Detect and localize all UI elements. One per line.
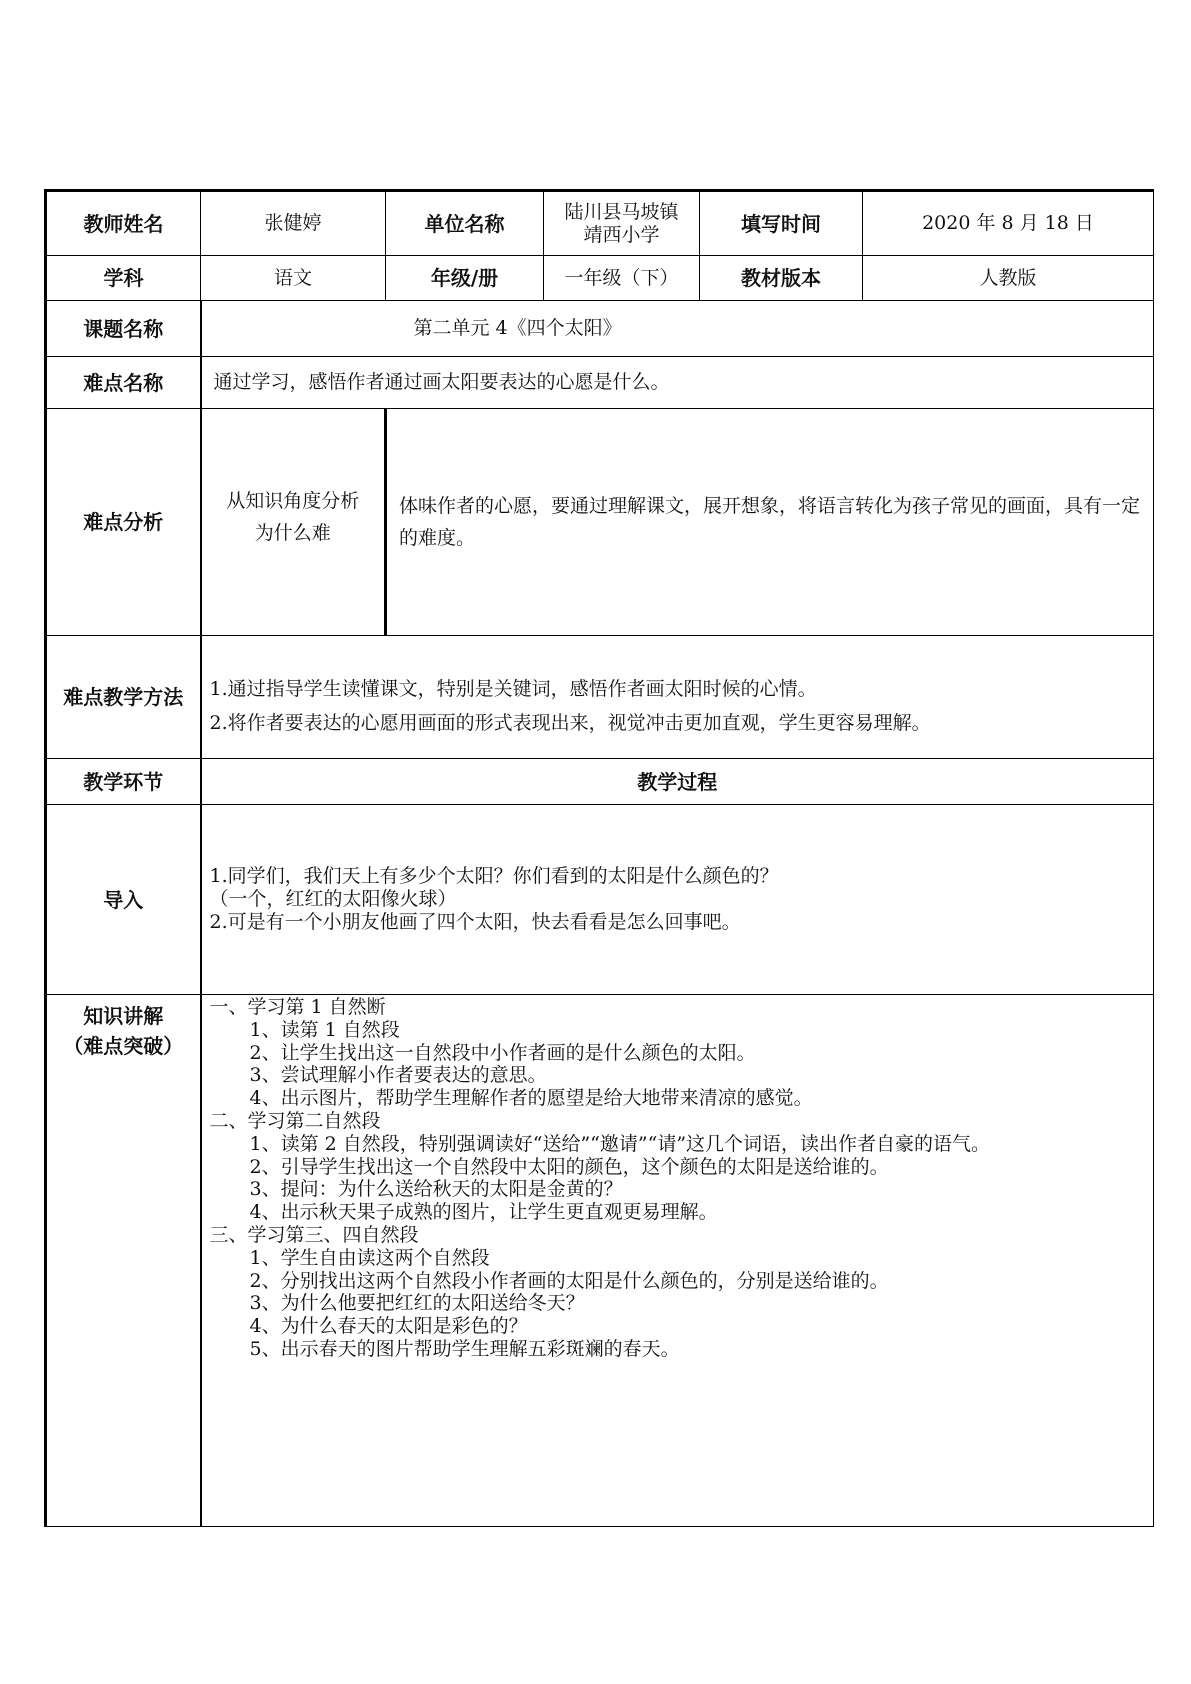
unit-line-2: 靖西小学 [583, 223, 660, 246]
intro-line-2: （一个，红红的太阳像火球） [209, 888, 457, 911]
section-3-title: 三、学习第三、四自然段 [209, 1223, 419, 1246]
grade-value: 一年级（下） [544, 256, 700, 301]
teacher-label: 教师姓名 [46, 191, 201, 256]
unit-label: 单位名称 [386, 191, 544, 256]
process-header-left: 教学环节 [46, 759, 201, 805]
section-1-item: 2、让学生找出这一自然段中小作者画的是什么颜色的太阳。 [249, 1041, 756, 1064]
section-3-item: 1、学生自由读这两个自然段 [249, 1246, 490, 1269]
teacher-name: 张健婷 [201, 191, 386, 256]
section-2-item: 4、出示秋天果子成熟的图片，让学生更直观更易理解。 [249, 1201, 718, 1224]
analysis-text: 体味作者的心愿，要通过理解课文，展开想象，将语言转化为孩子常见的画面，具有一定的难度。 [386, 409, 1154, 636]
intro-content [201, 805, 1154, 995]
date-value: 2020 年 8 月 18 日 [863, 191, 1154, 256]
analysis-row [46, 409, 1154, 636]
intro-line-1: 1.同学们，我们天上有多少个太阳？你们看到的太阳是什么颜色的？ [209, 865, 779, 888]
analysis-sub-label [201, 409, 386, 636]
methods-row [46, 636, 1154, 759]
section-1-item: 1、读第 1 自然段 [249, 1018, 400, 1041]
intro-label: 导入 [46, 805, 201, 995]
header-row-2 [46, 256, 1154, 301]
knowledge-label-line-2: （难点突破） [63, 1034, 184, 1058]
intro-row [46, 805, 1154, 995]
intro-line-3: 2.可是有一个小朋友他画了四个太阳，快去看看是怎么回事吧。 [209, 910, 741, 933]
lesson-plan-table [44, 189, 1154, 1527]
section-1-item: 3、尝试理解小作者要表达的意思。 [249, 1064, 547, 1087]
process-header-right: 教学过程 [201, 759, 1154, 805]
section-2-item: 3、提问：为什么送给秋天的太阳是金黄的？ [249, 1178, 623, 1201]
unit-value [544, 191, 700, 256]
section-2-item: 2、引导学生找出这一个自然段中太阳的颜色，这个颜色的太阳是送给谁的。 [249, 1155, 889, 1178]
knowledge-label [46, 995, 201, 1527]
analysis-sub-label-line-2: 为什么难 [254, 522, 331, 544]
difficulty-value: 通过学习，感悟作者通过画太阳要表达的心愿是什么。 [201, 357, 1154, 409]
methods-label: 难点教学方法 [46, 636, 201, 759]
knowledge-content [201, 995, 1154, 1527]
header-row-1 [46, 191, 1154, 256]
subject-label: 学科 [46, 256, 201, 301]
knowledge-label-line-1: 知识讲解 [83, 1004, 164, 1028]
section-3-item: 2、分别找出这两个自然段小作者画的太阳是什么颜色的，分别是送给谁的。 [249, 1269, 889, 1292]
section-3-item: 4、为什么春天的太阳是彩色的？ [249, 1315, 528, 1338]
edition-value: 人教版 [863, 256, 1154, 301]
difficulty-row [46, 357, 1154, 409]
edition-label: 教材版本 [700, 256, 863, 301]
methods-item-1: 1.通过指导学生读懂课文，特别是关键词，感悟作者画太阳时候的心情。 [209, 678, 817, 700]
subject-value: 语文 [201, 256, 386, 301]
section-2-title: 二、学习第二自然段 [209, 1109, 381, 1132]
methods-item-2: 2.将作者要表达的心愿用画面的形式表现出来，视觉冲击更加直观，学生更容易理解。 [209, 712, 931, 734]
difficulty-label: 难点名称 [46, 357, 201, 409]
date-label: 填写时间 [700, 191, 863, 256]
process-header-row [46, 759, 1154, 805]
grade-label: 年级/册 [386, 256, 544, 301]
knowledge-row [46, 995, 1154, 1527]
topic-row [46, 301, 1154, 357]
analysis-sub-label-line-1: 从知识角度分析 [226, 490, 360, 512]
section-1-title: 一、学习第 1 自然断 [209, 996, 386, 1018]
methods-content [201, 636, 1154, 759]
unit-line-1: 陆川县马坡镇 [564, 200, 679, 223]
section-2-item: 1、读第 2 自然段，特别强调读好“送给”“邀请”“请”这几个词语，读出作者自豪的语气。 [249, 1132, 991, 1155]
section-3-item: 3、为什么他要把红红的太阳送给冬天？ [249, 1292, 585, 1315]
topic-label: 课题名称 [46, 301, 201, 357]
section-3-item: 5、出示春天的图片帮助学生理解五彩斑斓的春天。 [249, 1337, 680, 1360]
analysis-label: 难点分析 [46, 409, 201, 636]
topic-value: 第二单元 4《四个太阳》 [201, 301, 1154, 357]
section-1-item: 4、出示图片，帮助学生理解作者的愿望是给大地带来清凉的感觉。 [249, 1087, 813, 1110]
